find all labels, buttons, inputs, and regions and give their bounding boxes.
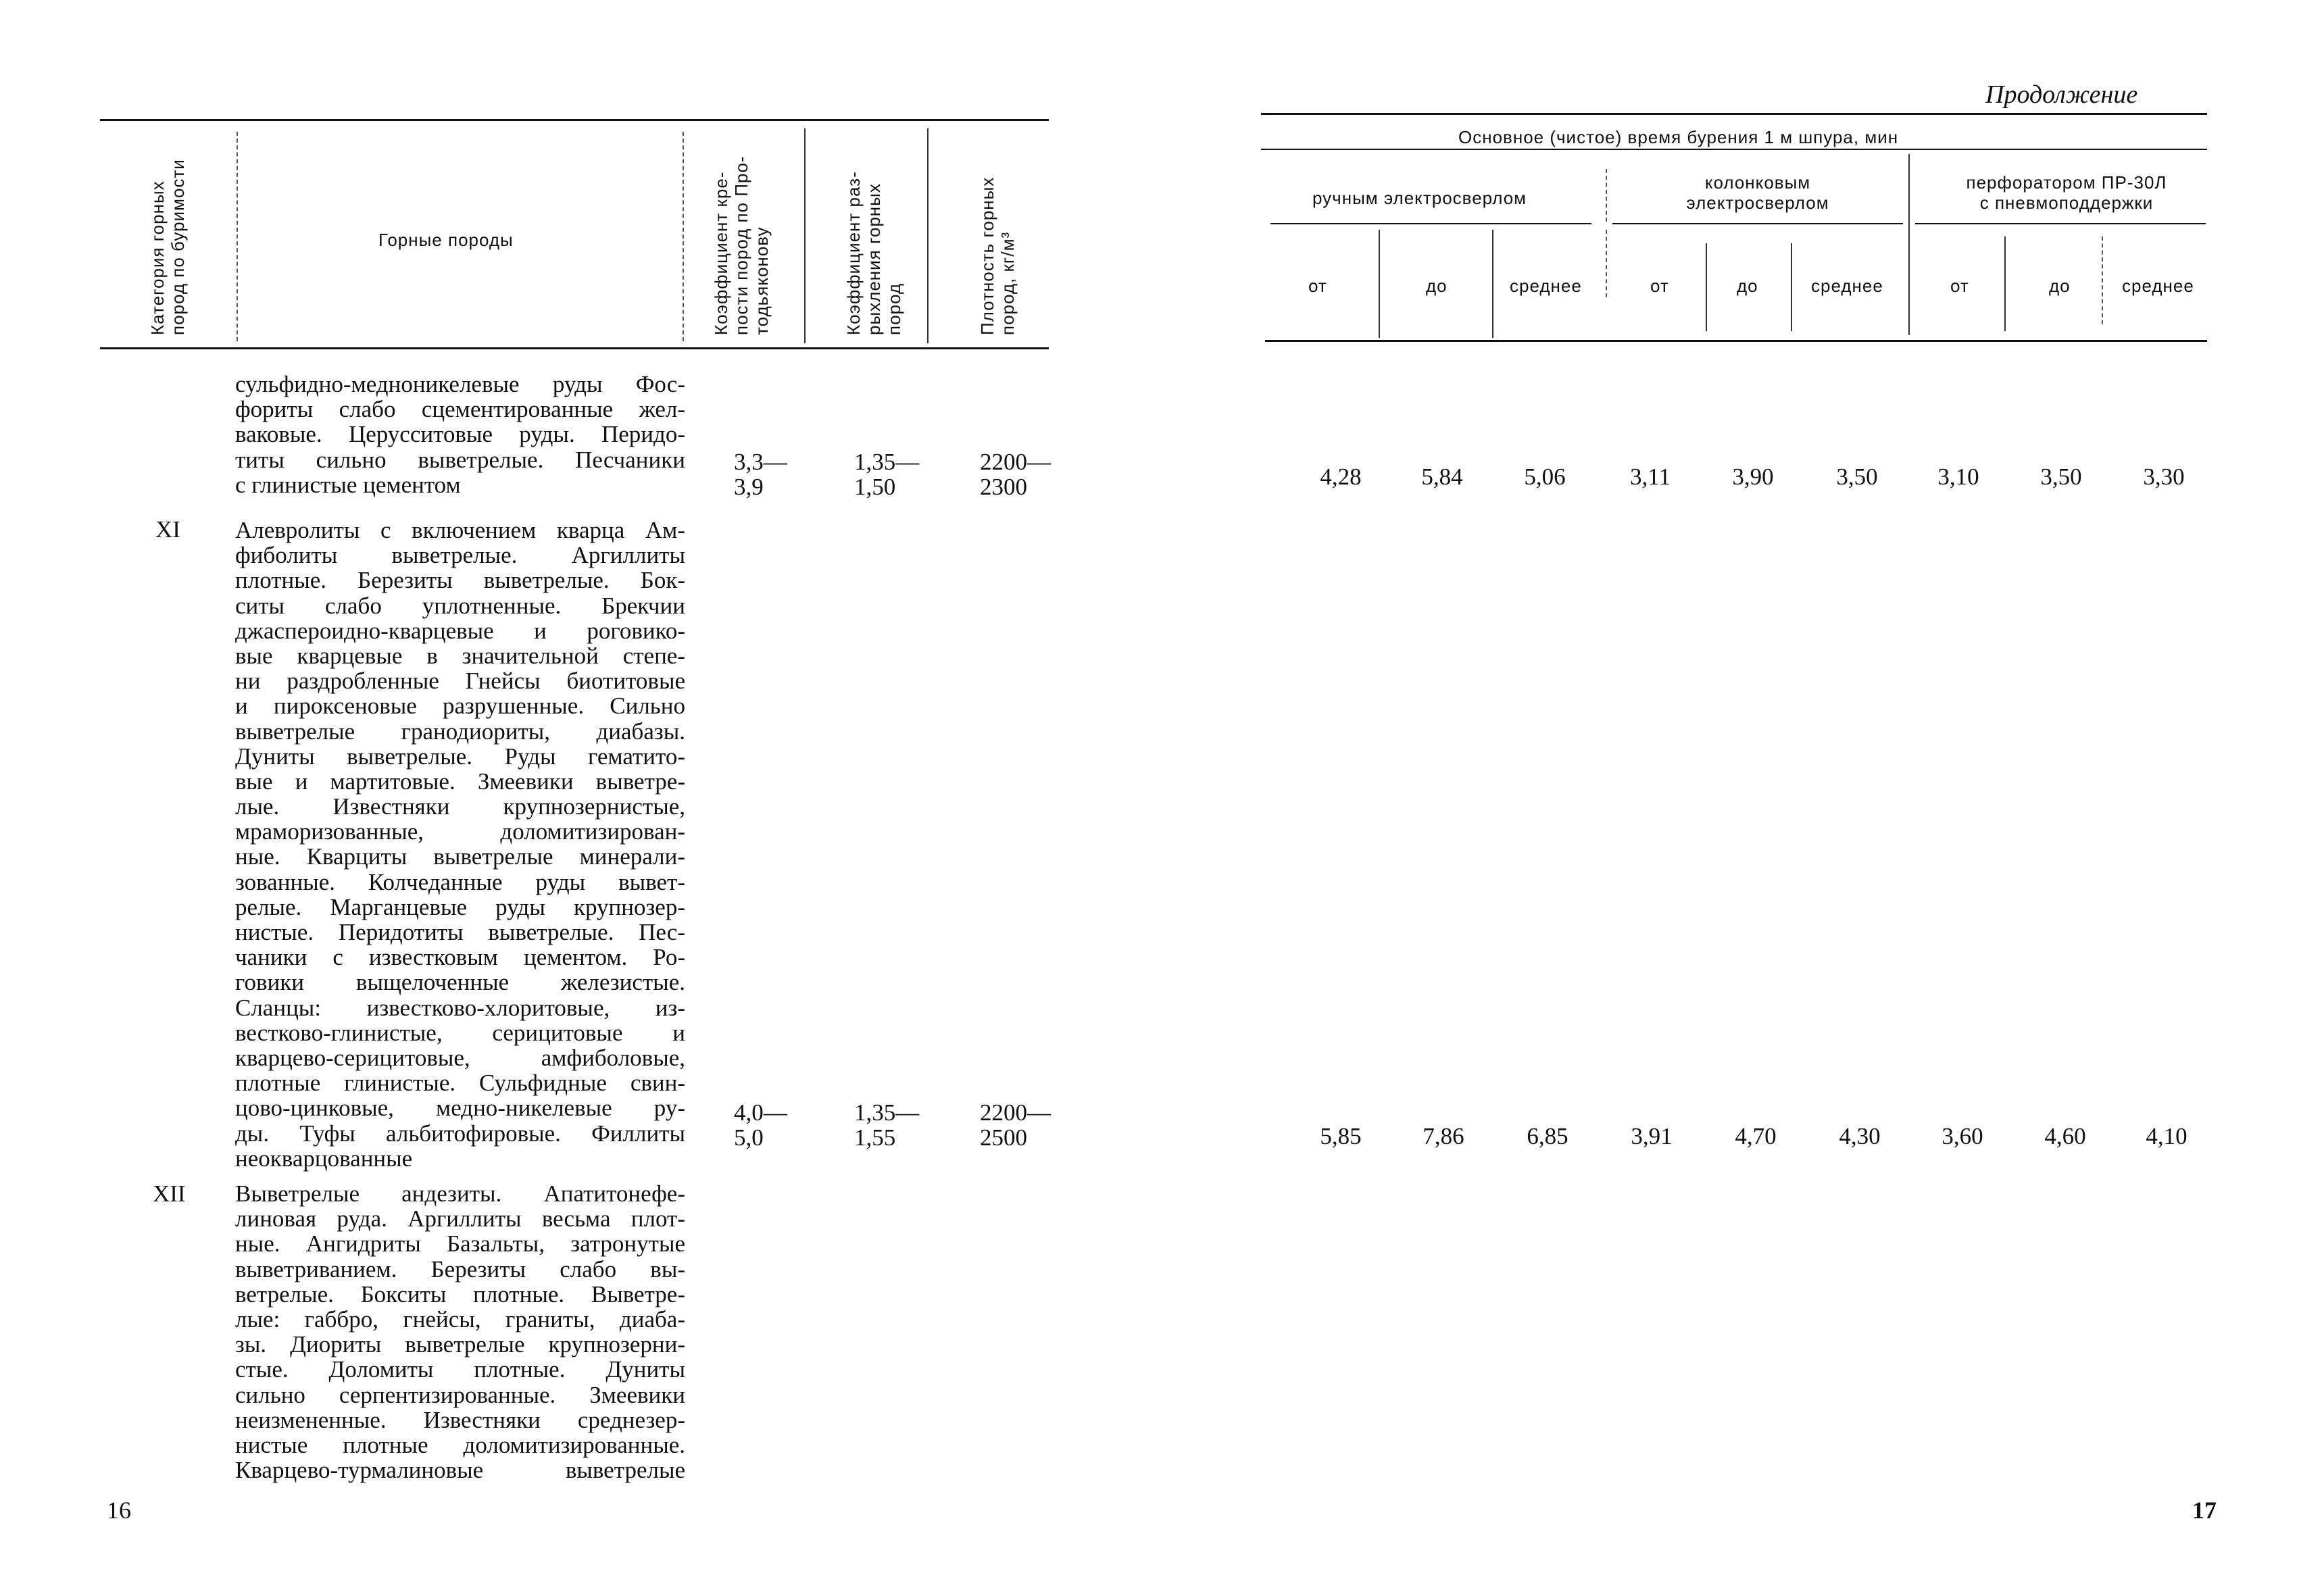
group-rule (1270, 223, 1591, 224)
time-value: 7,86 (1423, 1123, 1464, 1149)
subheader-divider (1492, 230, 1493, 338)
time-value: 3,10 (1937, 464, 1979, 490)
subheader-divider (1606, 230, 1607, 297)
subheader-from: от (1950, 276, 1969, 296)
page-number-right: 17 (2192, 1497, 2217, 1524)
time-value: 3,30 (2143, 464, 2185, 490)
group-header-perforator: перфоратором ПР-30Л с пневмоподдержки (1966, 172, 2167, 213)
rock-description: сульфидно-медноникелевые руды Фос- фориты слабо сцементированные жел- ваковые. Церусситовые руды. Перидо- титы сильно выветрелые. Песчаники с глинистые цементом (235, 371, 685, 498)
density-value: 2200— 2500 (980, 1099, 1051, 1151)
subheader-divider (1379, 230, 1380, 338)
main-header: Основное (чистое) время бурения 1 м шпура, мин (1458, 127, 1899, 147)
time-value: 3,11 (1630, 464, 1671, 490)
subheader-divider (1706, 243, 1707, 331)
loosening-value: 1,35— 1,55 (854, 1099, 920, 1151)
loosening-value: 1,35— 1,50 (854, 449, 920, 500)
subheader-divider (2004, 236, 2006, 331)
time-value: 4,10 (2146, 1123, 2187, 1149)
time-value: 4,60 (2044, 1123, 2086, 1149)
left-header-divider (237, 132, 238, 341)
right-header-top-rule (1261, 113, 2207, 115)
subheader-to: до (2049, 276, 2071, 296)
time-value: 4,70 (1735, 1123, 1777, 1149)
strength-value: 3,3— 3,9 (734, 449, 787, 500)
category-label: XII (153, 1180, 186, 1207)
subheader-divider (2102, 236, 2103, 324)
subheader-average: среднее (1811, 276, 1883, 296)
subheader-from: от (1308, 276, 1327, 296)
header-category: Категория горных пород по буримости (147, 159, 188, 335)
subheader-average: среднее (1510, 276, 1582, 296)
density-value: 2200— 2300 (980, 449, 1051, 500)
time-value: 3,50 (1836, 464, 1878, 490)
header-loosening-coefficient: Коэффициент раз- рыхления горных пород (843, 171, 904, 335)
rock-description: Алевролиты с включением кварца Ам- фиболиты выветрелые. Аргиллиты плотные. Березиты выветрелые. Бок- ситы слабо уплотненные. Брекчии джаспероидно-кварцевые и роговико- вые кварцевые в значительной степе- ни раздробленные Гнейсы биотитовые и пироксеновые разрушенные. Сильно выветрелые гранодиориты, диабазы. Дуниты выветрелые. Руды гематито- вые и мартитовые. Змеевики выветре- лые. Известняки крупнозернистые, мраморизованные, доломитизирован- ные. Кварциты выветрелые минерали- зованные. Колчеданные руды вывет- релые. Марганцевые руды крупнозер- нистые. Перидотиты выветрелые. Пес- чаники с известковым цементом. Ро- говики выщелоченные железистые. Сланцы: известково-хлоритовые, из- вестково-глинистые, серицитовые и кварцево-серицитовые, амфиболовые, плотные глинистые. Сульфидные свин- цово-цинковые, медно-никелевые ру- ды. Туфы альбитофировые. Филлиты неокварцованные (235, 517, 685, 1172)
time-value: 5,84 (1421, 464, 1463, 490)
left-header-top-rule (100, 119, 1049, 121)
continuation-label: Продолжение (1985, 80, 2138, 109)
rock-description: Выветрелые андезиты. Апатитонефе- линовая руда. Аргиллиты весьма плот- ные. Ангидриты Базальты, затронутые выветриванием. Березиты слабо вы- ветрелые. Бокситы плотные. Выветре- лые: габбро, гнейсы, граниты, диаба- зы. Диориты выветрелые крупнозерни- стые. Доломиты плотные. Дуниты сильно серпентизированные. Змеевики неизмененные. Известняки среднезер- нистые плотные доломитизированные. Кварцево-турмалиновые выветрелые (235, 1180, 685, 1484)
main-header-rule (1261, 149, 2207, 150)
subheader-average: среднее (2122, 276, 2194, 296)
group-header-column-drill: колонковым электросверлом (1686, 172, 1829, 213)
time-value: 6,85 (1527, 1123, 1568, 1149)
header-rocks: Горные породы (378, 230, 514, 250)
category-label: XI (155, 516, 180, 543)
left-header-bottom-rule (100, 347, 1049, 349)
strength-value: 4,0— 5,0 (734, 1099, 787, 1151)
group-rule (1915, 223, 2206, 224)
group-rule (1612, 223, 1903, 224)
group-header-hand-drill: ручным электросверлом (1312, 188, 1527, 208)
header-density: Плотность горных пород, кг/м³ (977, 176, 1018, 335)
left-header-divider (804, 128, 806, 343)
left-header-divider (927, 128, 929, 343)
subheader-from: от (1650, 276, 1669, 296)
time-value: 3,91 (1631, 1123, 1673, 1149)
time-value: 3,90 (1732, 464, 1774, 490)
time-value: 3,50 (2040, 464, 2082, 490)
subheader-to: до (1737, 276, 1758, 296)
subheader-divider (1791, 243, 1792, 331)
time-value: 5,06 (1524, 464, 1566, 490)
group-divider (1606, 169, 1607, 222)
time-value: 3,60 (1942, 1123, 1983, 1149)
time-value: 4,30 (1839, 1123, 1881, 1149)
page-number-left: 16 (107, 1497, 131, 1524)
right-header-bottom-rule (1265, 340, 2207, 342)
left-header-divider (683, 132, 684, 341)
header-strength-coefficient: Коэффициент кре- пости пород по Про- тодьяконову (711, 155, 772, 335)
subheader-to: до (1426, 276, 1448, 296)
group-divider (1908, 154, 1910, 335)
time-value: 5,85 (1320, 1123, 1362, 1149)
time-value: 4,28 (1320, 464, 1362, 490)
